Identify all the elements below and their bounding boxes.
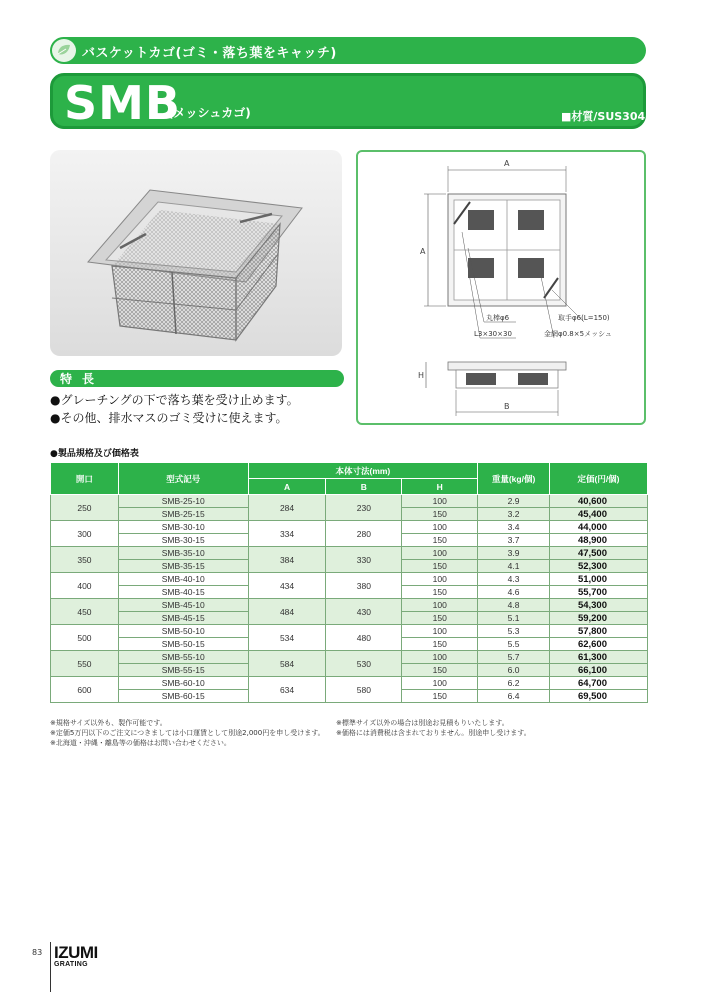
- cell-b: 280: [326, 521, 402, 547]
- cell-h: 150: [402, 690, 478, 703]
- callout-round-bar: 丸棒φ6: [486, 314, 510, 322]
- spec-table: [50, 462, 648, 703]
- cell-price: 61,300: [550, 651, 648, 664]
- cell-weight: 3.7: [478, 534, 550, 547]
- cell-weight: 4.6: [478, 586, 550, 599]
- col-opening: 開口: [51, 463, 119, 495]
- cell-opening: 350: [51, 547, 119, 573]
- cell-price: 47,500: [550, 547, 648, 560]
- dim-h: H: [418, 371, 425, 380]
- cell-a: 634: [248, 677, 326, 703]
- table-row: [51, 547, 648, 560]
- cell-h: 100: [402, 651, 478, 664]
- cell-price: 59,200: [550, 612, 648, 625]
- cell-price: 55,700: [550, 586, 648, 599]
- table-heading: ●製品規格及び価格表: [50, 449, 139, 459]
- cell-opening: 450: [51, 599, 119, 625]
- cell-model: SMB-50-15: [118, 638, 248, 651]
- category-label: バスケットカゴ(ゴミ・落ち葉をキャッチ): [82, 46, 337, 61]
- cell-model: SMB-45-10: [118, 599, 248, 612]
- cell-weight: 5.5: [478, 638, 550, 651]
- cell-weight: 5.1: [478, 612, 550, 625]
- cell-a: 484: [248, 599, 326, 625]
- table-row: [51, 521, 648, 534]
- page-number: 83: [32, 948, 43, 957]
- cell-model: SMB-40-10: [118, 573, 248, 586]
- cell-h: 100: [402, 521, 478, 534]
- cell-a: 284: [248, 495, 326, 521]
- cell-weight: 5.7: [478, 651, 550, 664]
- dimension-drawing: [356, 150, 646, 425]
- leaf-icon: [52, 39, 76, 62]
- note-line: ※北海道・沖縄・離島等の価格はお問い合わせください。: [50, 739, 231, 747]
- cell-opening: 500: [51, 625, 119, 651]
- cell-price: 69,500: [550, 690, 648, 703]
- col-dimensions: 本体寸法(mm): [248, 463, 478, 479]
- cell-weight: 4.1: [478, 560, 550, 573]
- cell-opening: 250: [51, 495, 119, 521]
- cell-weight: 3.4: [478, 521, 550, 534]
- notes-left: [50, 718, 325, 748]
- table-row: [51, 573, 648, 586]
- cell-a: 584: [248, 651, 326, 677]
- cell-price: 48,900: [550, 534, 648, 547]
- product-code: SMB: [64, 76, 181, 130]
- cell-h: 150: [402, 664, 478, 677]
- dim-a-side: A: [420, 247, 426, 256]
- cell-model: SMB-25-15: [118, 508, 248, 521]
- cell-h: 100: [402, 573, 478, 586]
- cell-model: SMB-30-10: [118, 521, 248, 534]
- cell-price: 45,400: [550, 508, 648, 521]
- cell-price: 62,600: [550, 638, 648, 651]
- feature-item: ●グレーチングの下で落ち葉を受け止めます。: [50, 393, 299, 407]
- cell-price: 40,600: [550, 495, 648, 508]
- cell-h: 150: [402, 560, 478, 573]
- cell-model: SMB-30-15: [118, 534, 248, 547]
- cell-h: 100: [402, 495, 478, 508]
- cell-h: 100: [402, 625, 478, 638]
- col-model: 型式記号: [118, 463, 248, 495]
- cell-opening: 300: [51, 521, 119, 547]
- dim-b: B: [504, 402, 510, 411]
- cell-opening: 400: [51, 573, 119, 599]
- table-row: [51, 677, 648, 690]
- cell-b: 430: [326, 599, 402, 625]
- cell-weight: 3.2: [478, 508, 550, 521]
- cell-h: 150: [402, 612, 478, 625]
- cell-price: 51,000: [550, 573, 648, 586]
- cell-weight: 5.3: [478, 625, 550, 638]
- callout-angle: L3×30×30: [474, 330, 512, 338]
- cell-opening: 550: [51, 651, 119, 677]
- footer-divider: [50, 942, 51, 992]
- product-photo: [50, 150, 342, 356]
- cell-weight: 4.8: [478, 599, 550, 612]
- cell-a: 334: [248, 521, 326, 547]
- callout-handle: 取手φ6(L=150): [558, 314, 610, 322]
- cell-opening: 600: [51, 677, 119, 703]
- cell-model: SMB-45-15: [118, 612, 248, 625]
- cell-h: 150: [402, 534, 478, 547]
- cell-weight: 3.9: [478, 547, 550, 560]
- note-line: ※価格には消費税は含まれておりません。別途申し受けます。: [336, 729, 531, 737]
- cell-h: 100: [402, 547, 478, 560]
- cell-a: 534: [248, 625, 326, 651]
- cell-price: 57,800: [550, 625, 648, 638]
- features-title: 特長: [60, 372, 105, 386]
- cell-price: 44,000: [550, 521, 648, 534]
- table-row: [51, 625, 648, 638]
- cell-b: 530: [326, 651, 402, 677]
- cell-price: 66,100: [550, 664, 648, 677]
- cell-weight: 6.0: [478, 664, 550, 677]
- cell-b: 230: [326, 495, 402, 521]
- cell-b: 330: [326, 547, 402, 573]
- dim-a-top: A: [504, 159, 510, 168]
- cell-h: 100: [402, 677, 478, 690]
- cell-model: SMB-35-10: [118, 547, 248, 560]
- cell-a: 384: [248, 547, 326, 573]
- col-a: A: [248, 479, 326, 495]
- col-price: 定価(円/個): [550, 463, 648, 495]
- brand-logo: [54, 944, 98, 968]
- cell-h: 150: [402, 508, 478, 521]
- cell-b: 480: [326, 625, 402, 651]
- cell-h: 150: [402, 638, 478, 651]
- cell-weight: 6.4: [478, 690, 550, 703]
- cell-price: 52,300: [550, 560, 648, 573]
- note-line: ※標準サイズ以外の場合は別途お見積もりいたします。: [336, 719, 509, 727]
- cell-a: 434: [248, 573, 326, 599]
- brand-tagline: GRATING: [54, 961, 88, 968]
- callout-mesh: 金網φ0.8×5メッシュ: [544, 330, 612, 338]
- cell-model: SMB-55-15: [118, 664, 248, 677]
- cell-price: 54,300: [550, 599, 648, 612]
- cell-model: SMB-55-10: [118, 651, 248, 664]
- cell-model: SMB-25-10: [118, 495, 248, 508]
- notes-right: [336, 718, 531, 738]
- note-line: ※規格サイズ以外も、製作可能です。: [50, 719, 167, 727]
- cell-model: SMB-50-10: [118, 625, 248, 638]
- material-label: ■材質/SUS304: [561, 110, 646, 123]
- cell-h: 100: [402, 599, 478, 612]
- cell-model: SMB-35-15: [118, 560, 248, 573]
- cell-model: SMB-60-10: [118, 677, 248, 690]
- table-row: [51, 651, 648, 664]
- cell-weight: 6.2: [478, 677, 550, 690]
- col-h: H: [402, 479, 478, 495]
- product-subtitle: (メッシュカゴ): [168, 106, 251, 120]
- note-line: ※定価5万円以下のご注文につきましては小口運賃として別途2,000円を申し受けます。: [50, 729, 325, 737]
- cell-h: 150: [402, 586, 478, 599]
- cell-weight: 2.9: [478, 495, 550, 508]
- cell-price: 64,700: [550, 677, 648, 690]
- cell-b: 580: [326, 677, 402, 703]
- col-b: B: [326, 479, 402, 495]
- cell-weight: 4.3: [478, 573, 550, 586]
- col-weight: 重量(kg/個): [478, 463, 550, 495]
- table-row: [51, 599, 648, 612]
- cell-model: SMB-60-15: [118, 690, 248, 703]
- cell-b: 380: [326, 573, 402, 599]
- cell-model: SMB-40-15: [118, 586, 248, 599]
- brand-name: IZUMI: [54, 943, 98, 962]
- table-row: [51, 495, 648, 508]
- feature-item: ●その他、排水マスのゴミ受けに使えます。: [50, 411, 288, 425]
